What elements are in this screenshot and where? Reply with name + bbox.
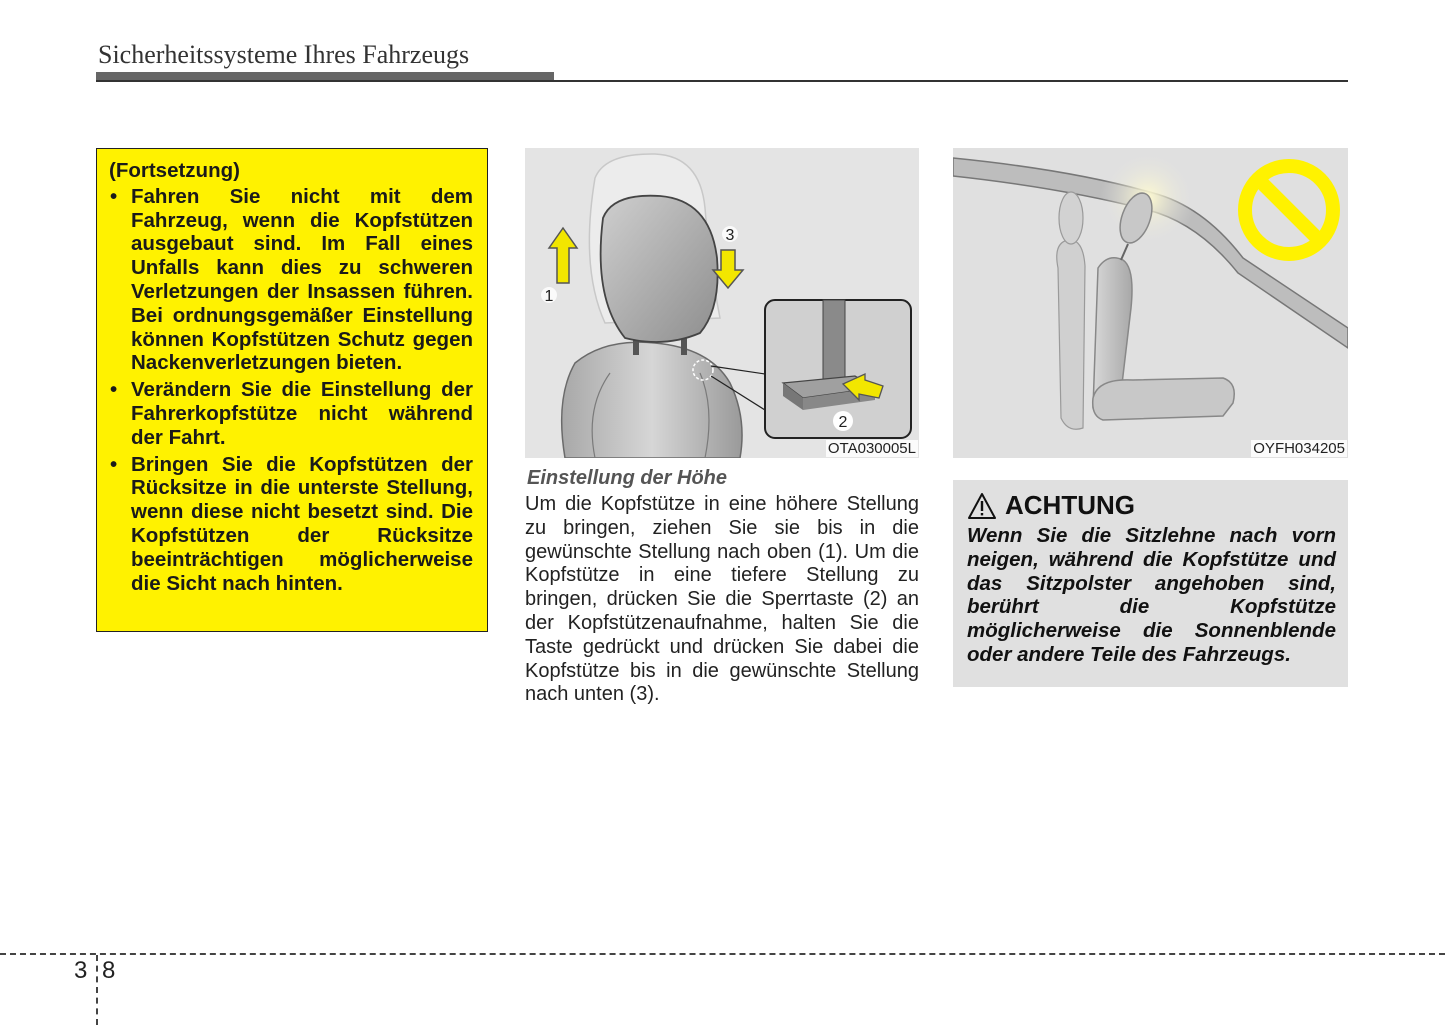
chapter-number: 3	[74, 957, 88, 984]
warning-item	[109, 453, 473, 596]
prohibition-icon	[1245, 166, 1333, 254]
warning-item	[109, 378, 473, 449]
headrest-roof-figure	[953, 148, 1348, 458]
bullet: •	[110, 184, 118, 208]
warning-triangle-icon	[967, 492, 997, 520]
caution-header	[967, 490, 1336, 521]
arrow-up-icon	[549, 228, 577, 283]
header-rule	[96, 80, 1348, 82]
warning-item-text: Bringen Sie die Kopfstützen der Rücksitze in die unterste Stellung, wenn diese nicht besetzt sind. Die Kopfstützen der Rücksitze beeinträchtigen möglicherweise die Sicht nach hinten.	[131, 452, 473, 595]
headrest	[601, 196, 718, 342]
page-number: 8	[102, 957, 116, 984]
warning-box	[96, 148, 488, 632]
bullet: •	[110, 452, 118, 476]
headrest-illustration	[525, 148, 919, 458]
footer-dashed-rule	[0, 953, 1445, 955]
figure-code: OTA030005L	[827, 440, 916, 457]
page-header-title: Sicherheitssysteme Ihres Fahrzeugs	[98, 40, 470, 69]
caution-title: ACHTUNG	[1005, 490, 1135, 520]
section-body-text: Um die Kopfstütze in eine höhere Stellung zu bringen, ziehen Sie sie bis in die gewünschte Stellung nach oben (1). Um die Kopfstütze in eine tiefere Stellung zu bringen, drücken Sie die Sperrtaste (2) an der Kopfstützenaufnahme, halten Sie die Taste gedrückt und drücken Sie dabei die Kopfstütze bis in die gewünschte Stellung nach unten (3).	[525, 493, 919, 706]
seat-ghost	[1057, 240, 1085, 429]
warning-list	[109, 185, 473, 596]
warning-item-text: Verändern Sie die Einstellung der Fahrerkopfstütze nicht während der Fahrt.	[131, 378, 473, 449]
bullet: •	[110, 378, 118, 402]
label-three: 3	[725, 227, 735, 244]
seat-cushion	[1093, 378, 1235, 420]
label-one: 1	[544, 288, 554, 305]
roof-contact-illustration	[953, 148, 1348, 458]
section-subheading: Einstellung der Höhe	[527, 467, 728, 489]
headrest-adjustment-figure	[525, 148, 919, 458]
warning-item	[109, 185, 473, 375]
caution-text: Wenn Sie die Sitzlehne nach vorn neigen, während die Kopfstütze und das Sitzpolster angehoben sind, berührt die Kopfstütze möglicherweise die Sonnenblende oder andere Teile des Fahrzeugs.	[967, 524, 1336, 666]
footer-divider	[96, 955, 98, 1025]
seat-back	[562, 342, 742, 458]
caution-box	[953, 480, 1348, 687]
warning-item-text: Fahren Sie nicht mit dem Fahrzeug, wenn die Kopfstützen ausgebaut sind. Im Fall eines Unfalls kann dies zu schweren Verletzungen der Insassen führen. Bei ordnungsgemäßer Einstellung können Kopfstützen Schutz gegen Nackenverletzungen bieten.	[131, 184, 473, 375]
figure-code: OYFH034205	[1253, 440, 1345, 457]
warning-continuation: (Fortsetzung)	[109, 159, 240, 182]
label-two: 2	[838, 414, 848, 431]
